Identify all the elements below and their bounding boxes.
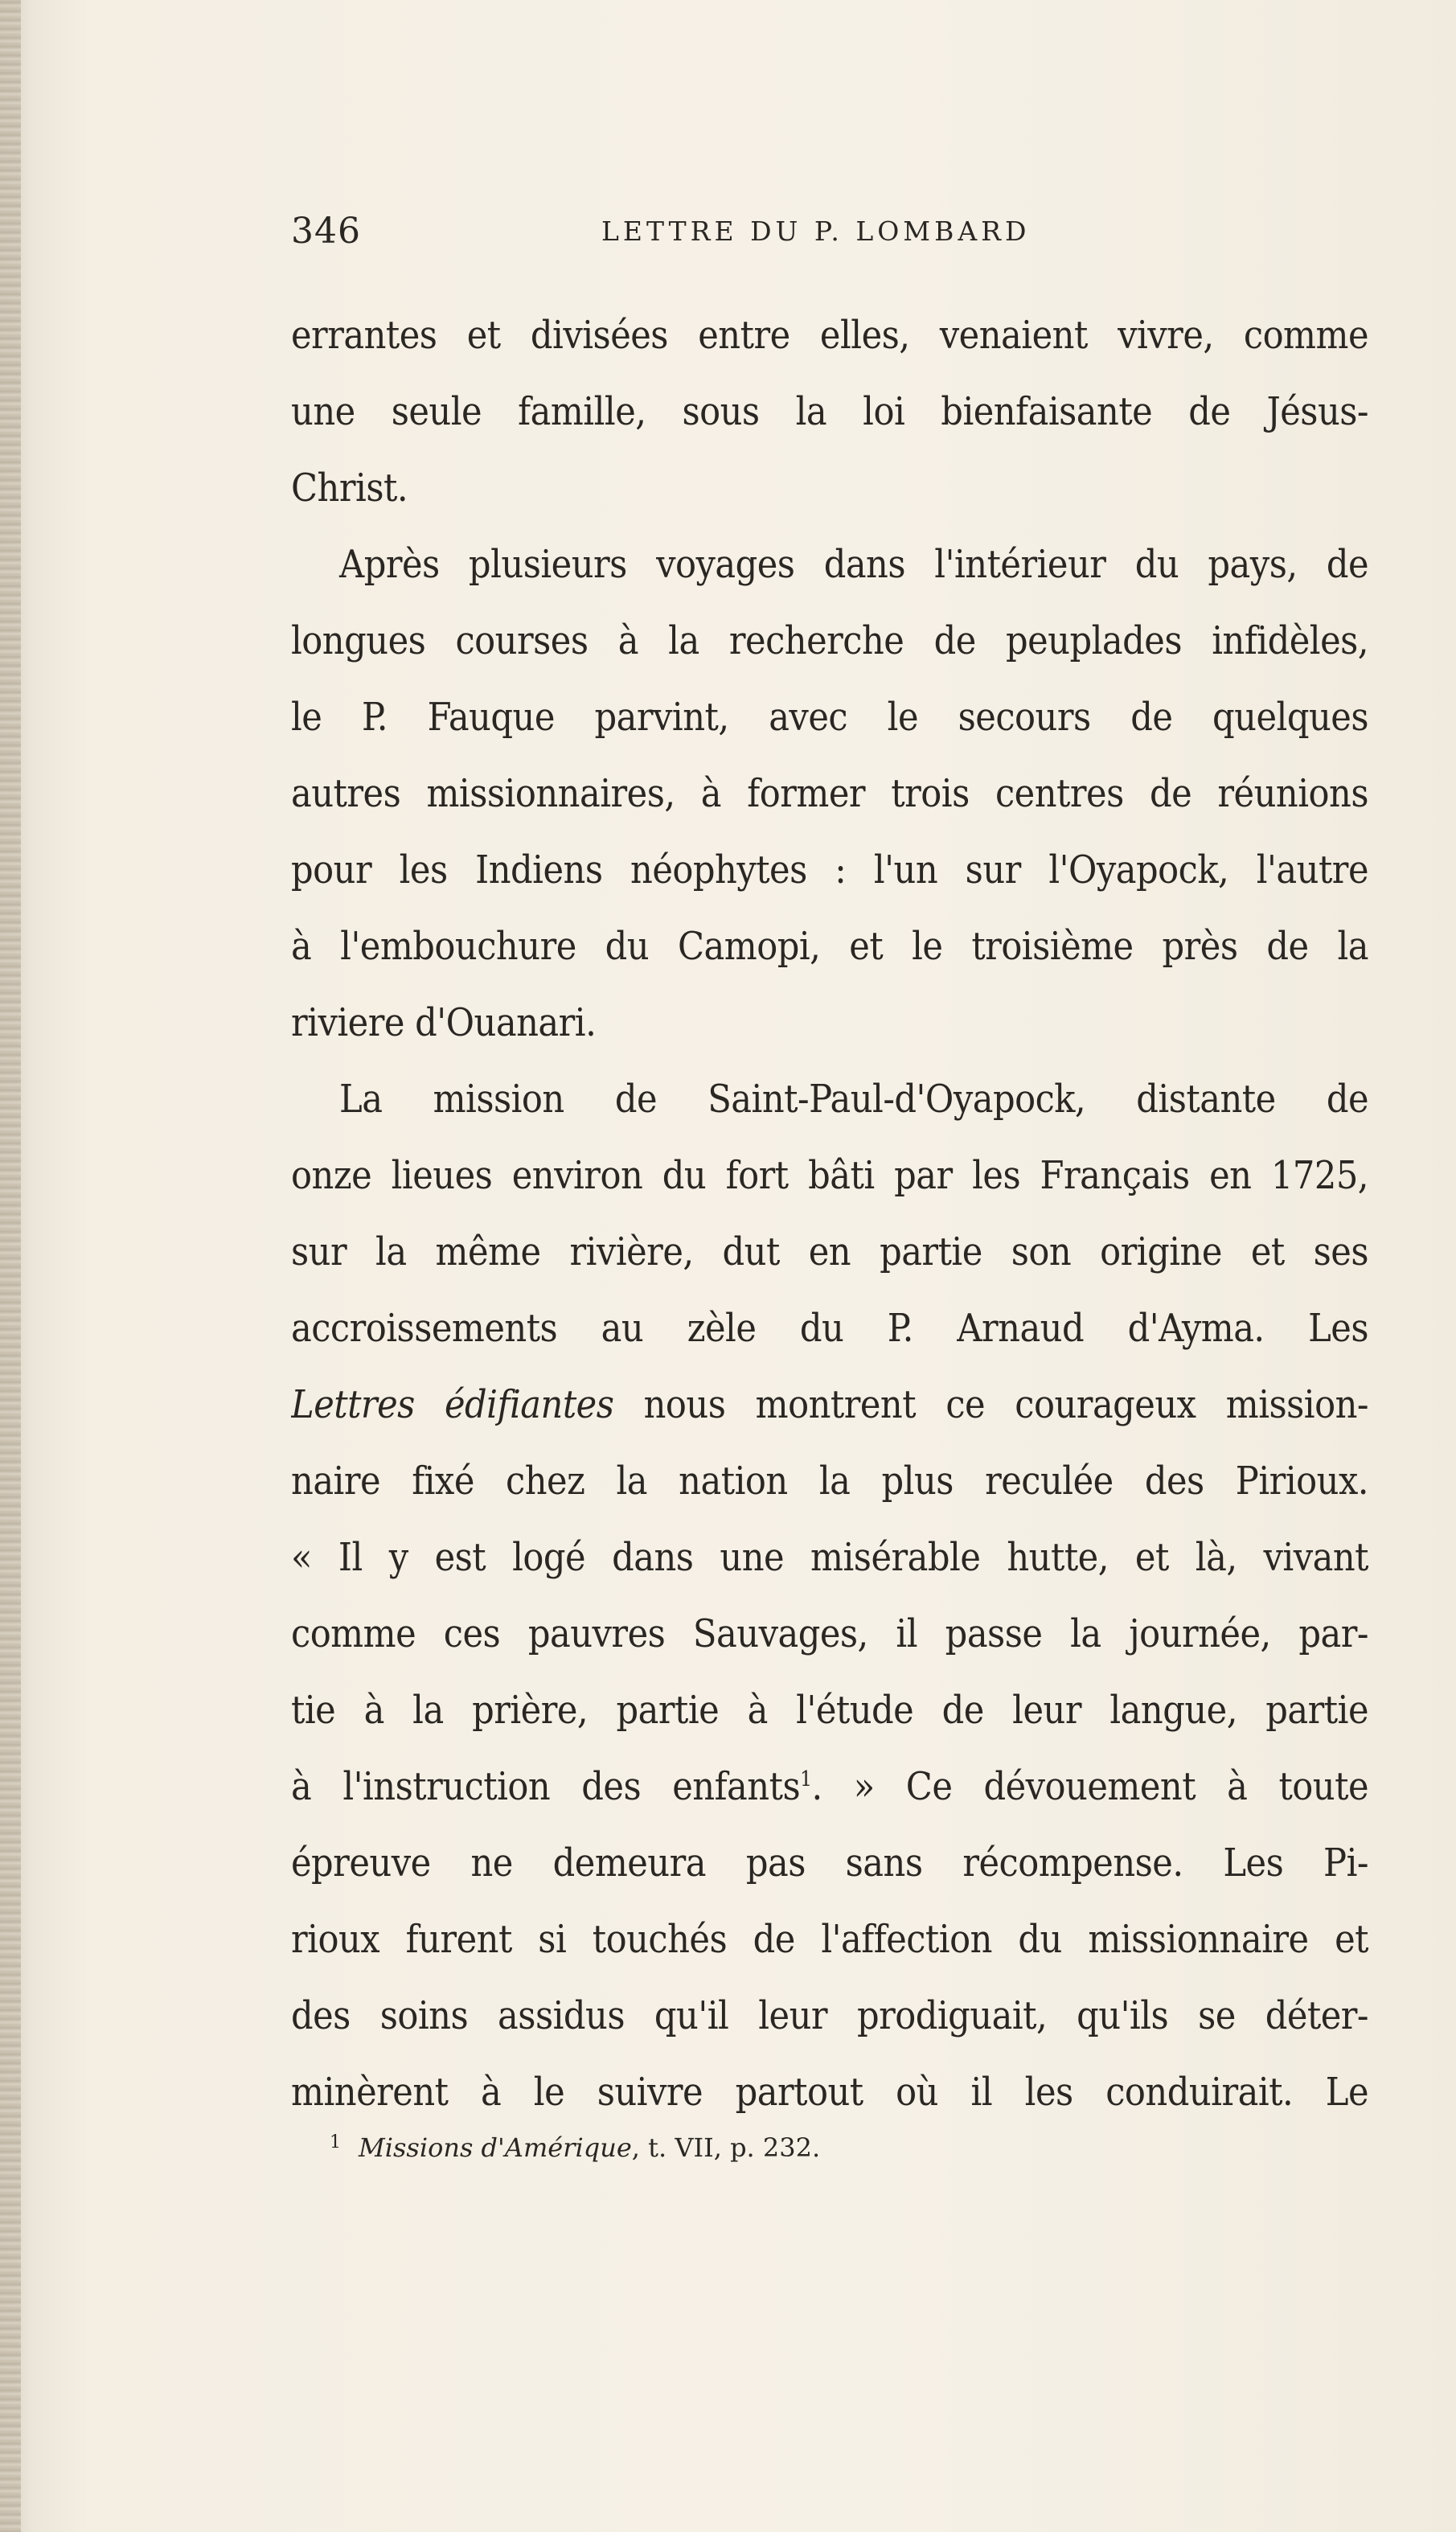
body-text bbox=[291, 298, 1368, 2131]
text-line: épreuve ne demeura pas sans récompense. Les Pi- bbox=[291, 1841, 1368, 1886]
footnote-text: , t. VII, p. 232. bbox=[631, 2132, 821, 2163]
page-binding-edge bbox=[0, 0, 21, 2532]
text-line: errantes et divisées entre elles, venaient vivre, comme bbox=[291, 313, 1368, 358]
text-run: . » Ce dévouement à toute bbox=[811, 1764, 1368, 1809]
text-line: Christ. bbox=[291, 466, 408, 511]
text-line: le P. Fauque parvint, avec le secours de quelques bbox=[291, 695, 1368, 740]
page-header bbox=[291, 211, 1368, 267]
text-line: minèrent à le suivre partout où il les conduirait. Le bbox=[291, 2070, 1368, 2115]
text-line bbox=[291, 1367, 1368, 1443]
text-line: onze lieues environ du fort bâti par les Français en 1725, bbox=[291, 1153, 1368, 1198]
text-line: La mission de Saint-Paul-d'Oyapock, distante de bbox=[339, 1077, 1368, 1122]
text-line: rioux furent si touchés de l'affection du missionnaire et bbox=[291, 1917, 1368, 1962]
text-line: naire fixé chez la nation la plus reculée des Pirioux. bbox=[291, 1459, 1368, 1504]
text-run: nous montrent ce courageux mission- bbox=[613, 1382, 1368, 1427]
text-line: tie à la prière, partie à l'étude de leur langue, partie bbox=[291, 1688, 1368, 1733]
footnote-marker: 1 bbox=[330, 2132, 341, 2152]
text-line: Après plusieurs voyages dans l'intérieur du pays, de bbox=[339, 542, 1368, 587]
text-line: « Il y est logé dans une misérable hutte, et là, vivant bbox=[291, 1535, 1368, 1580]
text-line: des soins assidus qu'il leur prodiguait, qu'ils se déter- bbox=[291, 1993, 1368, 2038]
text-line bbox=[291, 1749, 1368, 1825]
text-line: comme ces pauvres Sauvages, il passe la journée, par- bbox=[291, 1611, 1368, 1656]
text-line: longues courses à la recherche de peuplades infidèles, bbox=[291, 618, 1368, 663]
text-line: autres missionnaires, à former trois centres de réunions bbox=[291, 771, 1368, 816]
text-line: accroissements au zèle du P. Arnaud d'Ayma. Les bbox=[291, 1306, 1368, 1351]
text-line: à l'embouchure du Camopi, et le troisième près de la bbox=[291, 924, 1368, 969]
running-head: LETTRE DU P. LOMBARD bbox=[601, 215, 1031, 247]
text-line: une seule famille, sous la loi bienfaisante de Jésus- bbox=[291, 389, 1368, 434]
text-run: à l'instruction des enfants bbox=[291, 1764, 801, 1809]
footnote-reference: 1 bbox=[800, 1767, 812, 1791]
page-number: 346 bbox=[291, 211, 361, 252]
italic-book-title: Lettres édifiantes bbox=[291, 1382, 614, 1427]
text-line: sur la même rivière, dut en partie son origine et ses bbox=[291, 1229, 1368, 1274]
footnote-title: Missions d'Amérique bbox=[359, 2132, 632, 2163]
footnote bbox=[330, 2132, 1375, 2163]
text-line: pour les Indiens néophytes : l'un sur l'Oyapock, l'autre bbox=[291, 847, 1368, 893]
text-line: riviere d'Ouanari. bbox=[291, 1000, 597, 1045]
